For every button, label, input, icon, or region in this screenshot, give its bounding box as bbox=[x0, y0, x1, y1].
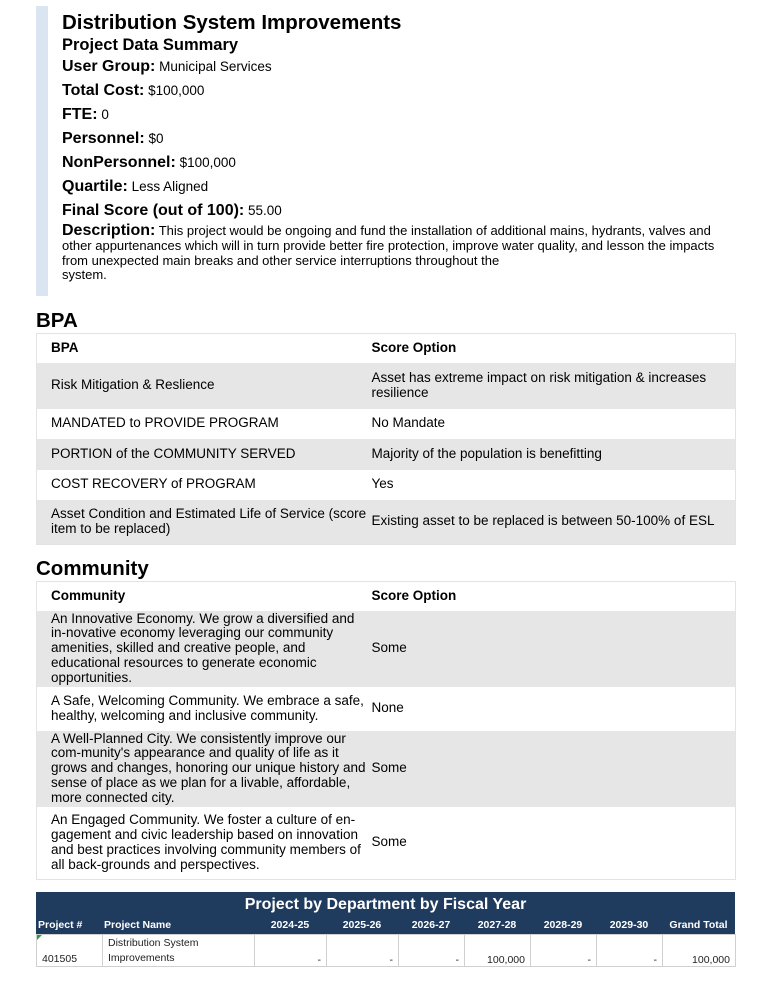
bpa-col-option-header: Score Option bbox=[372, 334, 736, 363]
table-row bbox=[37, 935, 736, 967]
quartile-value: Less Aligned bbox=[131, 179, 209, 194]
table-row bbox=[37, 439, 736, 470]
bpa-table bbox=[36, 333, 736, 545]
col-2027-28: 2027-28 bbox=[477, 919, 517, 931]
final-score-value: 55.00 bbox=[248, 203, 282, 218]
user-group-label: User Group: bbox=[62, 58, 156, 75]
summary-content bbox=[62, 10, 734, 283]
fiscal-body bbox=[36, 934, 736, 967]
value-2025-26: - bbox=[327, 935, 399, 967]
project-name-line-1: Distribution System bbox=[108, 936, 199, 949]
total-cost-label: Total Cost: bbox=[62, 82, 145, 99]
table-row bbox=[37, 731, 736, 807]
description-line-2: other appurtenances which will in turn provide better fire protection, improve water quality, and lesson the impacts bbox=[62, 237, 715, 253]
table-row bbox=[37, 470, 736, 500]
value-2027-28: 100,000 bbox=[465, 935, 531, 967]
project-number: 401505 bbox=[42, 953, 78, 965]
total-cost-value: $100,000 bbox=[148, 83, 205, 98]
value-2028-29: - bbox=[531, 935, 597, 967]
fiscal-year-table bbox=[36, 892, 735, 967]
fiscal-header bbox=[36, 892, 735, 934]
total-cost-field bbox=[62, 79, 734, 103]
community-row-option: Some bbox=[372, 807, 736, 880]
cell-marker-icon bbox=[37, 935, 42, 940]
personnel-field bbox=[62, 127, 734, 151]
community-section-title: Community bbox=[36, 557, 149, 580]
project-name-cell bbox=[103, 935, 255, 967]
bpa-row-option: Asset has extreme impact on risk mitigation & increases resilience bbox=[372, 363, 736, 409]
value-grand-total: 100,000 bbox=[663, 935, 736, 967]
community-row-name: An Engaged Community. We foster a culture of en-gagement and civic leadership based on innovation and best practices involving community members of all back-grounds and perspectives. bbox=[37, 807, 372, 880]
table-row bbox=[37, 409, 736, 439]
nonpersonnel-value: $100,000 bbox=[179, 155, 236, 170]
col-2029-30: 2029-30 bbox=[609, 919, 649, 931]
fte-label: FTE: bbox=[62, 106, 98, 123]
bpa-row-option: No Mandate bbox=[372, 409, 736, 439]
bpa-section-title: BPA bbox=[36, 309, 78, 332]
description-line-1: This project would be ongoing and fund the installation of additional mains, hydrants, valves and bbox=[158, 223, 711, 238]
bpa-row-name: PORTION of the COMMUNITY SERVED bbox=[37, 439, 372, 470]
community-row-name: An Innovative Economy. We grow a diversified and in-novative economy leveraging our community amenities, skilled and creative people, and educational resources to generate economic opportunities. bbox=[37, 611, 372, 687]
table-row bbox=[37, 500, 736, 545]
col-2028-29: 2028-29 bbox=[543, 919, 583, 931]
project-subtitle: Project Data Summary bbox=[62, 36, 239, 54]
final-score-field bbox=[62, 199, 734, 223]
final-score-label: Final Score (out of 100): bbox=[62, 202, 245, 219]
community-row-option: Some bbox=[372, 611, 736, 687]
nonpersonnel-label: NonPersonnel: bbox=[62, 154, 176, 171]
personnel-label: Personnel: bbox=[62, 130, 145, 147]
community-col-name-header: Community bbox=[37, 582, 372, 611]
value-2024-25: - bbox=[255, 935, 327, 967]
user-group-value: Municipal Services bbox=[159, 59, 272, 74]
quartile-field bbox=[62, 175, 734, 199]
bpa-row-option: Yes bbox=[372, 470, 736, 500]
bpa-row-name: Risk Mitigation & Reslience bbox=[37, 363, 372, 409]
bpa-row-option: Existing asset to be replaced is between 50-100% of ESL bbox=[372, 500, 736, 545]
bpa-header-row bbox=[37, 334, 736, 363]
fte-value: 0 bbox=[101, 107, 109, 122]
col-grand-total: Grand Total bbox=[669, 919, 728, 931]
bpa-row-option: Majority of the population is benefitting bbox=[372, 439, 736, 470]
community-row-name: A Well-Planned City. We consistently improve our com-munity's appearance and quality of life as it grows and changes, honoring our unique history and sense of place as we plan for a livable, affordable, more connected city. bbox=[37, 731, 372, 807]
fte-field bbox=[62, 103, 734, 127]
table-row bbox=[37, 363, 736, 409]
project-name-line-2: Improvements bbox=[108, 951, 175, 964]
personnel-value: $0 bbox=[148, 131, 164, 146]
community-col-option-header: Score Option bbox=[372, 582, 736, 611]
fiscal-title: Project by Department by Fiscal Year bbox=[244, 896, 527, 913]
bpa-row-name: COST RECOVERY of PROGRAM bbox=[37, 470, 372, 500]
col-project-number: Project # bbox=[38, 919, 83, 931]
community-row-option: Some bbox=[372, 731, 736, 807]
table-row bbox=[37, 807, 736, 880]
description-line-3: from unexpected main breaks and other service interruptions throughout the bbox=[62, 252, 500, 268]
table-row bbox=[37, 687, 736, 731]
summary-accent-bar bbox=[36, 6, 48, 296]
quartile-label: Quartile: bbox=[62, 178, 128, 195]
bpa-col-name-header: BPA bbox=[37, 334, 372, 363]
bpa-row-name: Asset Condition and Estimated Life of Service (score item to be replaced) bbox=[37, 500, 372, 545]
description-field bbox=[62, 224, 734, 283]
project-title: Distribution System Improvements bbox=[62, 11, 402, 34]
value-2029-30: - bbox=[597, 935, 663, 967]
project-number-cell bbox=[37, 935, 103, 967]
project-summary bbox=[36, 6, 736, 296]
col-project-name: Project Name bbox=[104, 919, 172, 931]
description-line-4: system. bbox=[62, 267, 107, 283]
col-2025-26: 2025-26 bbox=[342, 919, 382, 931]
description-label: Description: bbox=[62, 222, 156, 239]
nonpersonnel-field bbox=[62, 151, 734, 175]
col-2026-27: 2026-27 bbox=[411, 919, 451, 931]
community-header-row bbox=[37, 582, 736, 611]
col-2024-25: 2024-25 bbox=[270, 919, 310, 931]
bpa-row-name: MANDATED to PROVIDE PROGRAM bbox=[37, 409, 372, 439]
table-row bbox=[37, 611, 736, 687]
community-row-option: None bbox=[372, 687, 736, 731]
user-group-field bbox=[62, 55, 734, 79]
community-table bbox=[36, 581, 736, 880]
community-row-name: A Safe, Welcoming Community. We embrace a safe, healthy, welcoming and inclusive community. bbox=[37, 687, 372, 731]
fiscal-column-headers bbox=[36, 917, 735, 933]
value-2026-27: - bbox=[399, 935, 465, 967]
